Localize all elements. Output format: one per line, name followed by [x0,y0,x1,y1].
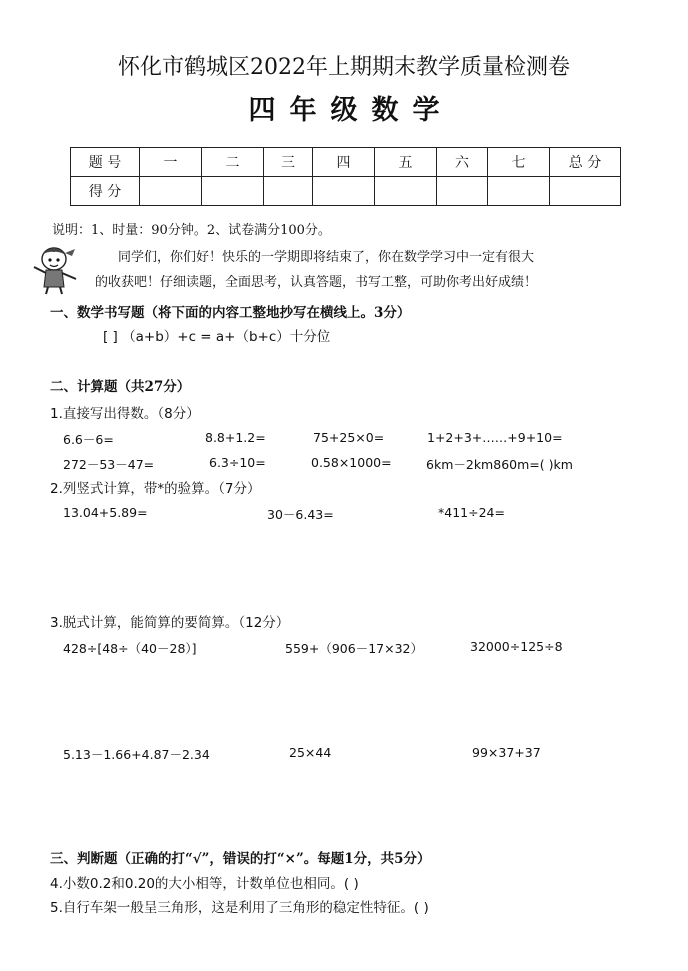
score-input-2[interactable] [202,177,264,206]
q3-item: 428÷[48÷（40－28）] [63,641,197,656]
instructions: 说明：1、时量：90分钟。2、试卷满分100分。 [52,223,331,238]
judge-item: 5.自行车架一般呈三角形，这是利用了三角形的稳定性特征。( ) [50,900,429,916]
score-cell-5: 五 [375,148,437,177]
q1-item: 6.6－6= [63,432,114,447]
q1-heading: 1.直接写出得数。（8分） [50,406,200,422]
q2-item: *411÷24= [438,505,505,520]
score-table [70,147,621,206]
score-cell-3: 三 [264,148,313,177]
q3-item: 99×37+37 [472,745,541,760]
mascot-illustration [28,243,84,295]
q2-heading: 2.列竖式计算，带*的验算。（7分） [50,481,261,497]
section-1-content: [ ] （a+b）+c = a+（b+c）十分位 [103,329,331,345]
judge-item: 4.小数0.2和0.20的大小相等，计数单位也相同。( ) [50,876,359,892]
intro-line-2: 的收获吧！仔细读题，全面思考，认真答题，书写工整，可助你考出好成绩！ [95,275,538,290]
q2-item: 13.04+5.89= [63,505,148,520]
section-3-heading: 三、判断题（正确的打“√”，错误的打“×”。每题1分，共5分） [50,851,431,867]
q3-item: 5.13－1.66+4.87－2.34 [63,747,210,762]
score-input-6[interactable] [437,177,488,206]
score-input-7[interactable] [488,177,550,206]
score-cell-6: 六 [437,148,488,177]
score-table-header-row [71,148,621,177]
score-cell-4: 四 [313,148,375,177]
section-1-heading: 一、数学书写题（将下面的内容工整地抄写在横线上。3分） [50,305,411,321]
score-cell-label: 题 号 [71,148,140,177]
score-cell-total: 总 分 [550,148,621,177]
score-input-3[interactable] [264,177,313,206]
score-input-1[interactable] [140,177,202,206]
q1-item: 75+25×0= [313,430,385,445]
q1-item: 6km－2km860m=( )km [426,457,573,472]
q1-item: 272－53－47= [63,457,155,472]
q3-item: 25×44 [289,745,332,760]
q1-item: 0.58×1000= [311,455,392,470]
q1-item: 6.3÷10= [209,455,266,470]
intro-line-1: 同学们，你们好！快乐的一学期即将结束了，你在数学学习中一定有很大 [118,250,535,265]
score-cell-2: 二 [202,148,264,177]
score-cell-7: 七 [488,148,550,177]
score-table-score-row [71,177,621,206]
q3-heading: 3.脱式计算，能简算的要简算。（12分） [50,615,290,631]
exam-title: 怀化市鹤城区2022年上期期末教学质量检测卷 [118,55,570,80]
q1-item: 8.8+1.2= [205,430,266,445]
q1-item: 1+2+3+……+9+10= [427,430,563,445]
q2-item: 30－6.43= [267,507,334,522]
exam-subtitle: 四年级数学 [248,95,454,126]
score-input-5[interactable] [375,177,437,206]
q3-item: 559+（906－17×32） [285,641,423,656]
score-input-total[interactable] [550,177,621,206]
score-cell-1: 一 [140,148,202,177]
q3-item: 32000÷125÷8 [470,639,563,654]
section-2-heading: 二、计算题（共27分） [50,379,191,395]
score-row-label: 得 分 [71,177,140,206]
score-input-4[interactable] [313,177,375,206]
